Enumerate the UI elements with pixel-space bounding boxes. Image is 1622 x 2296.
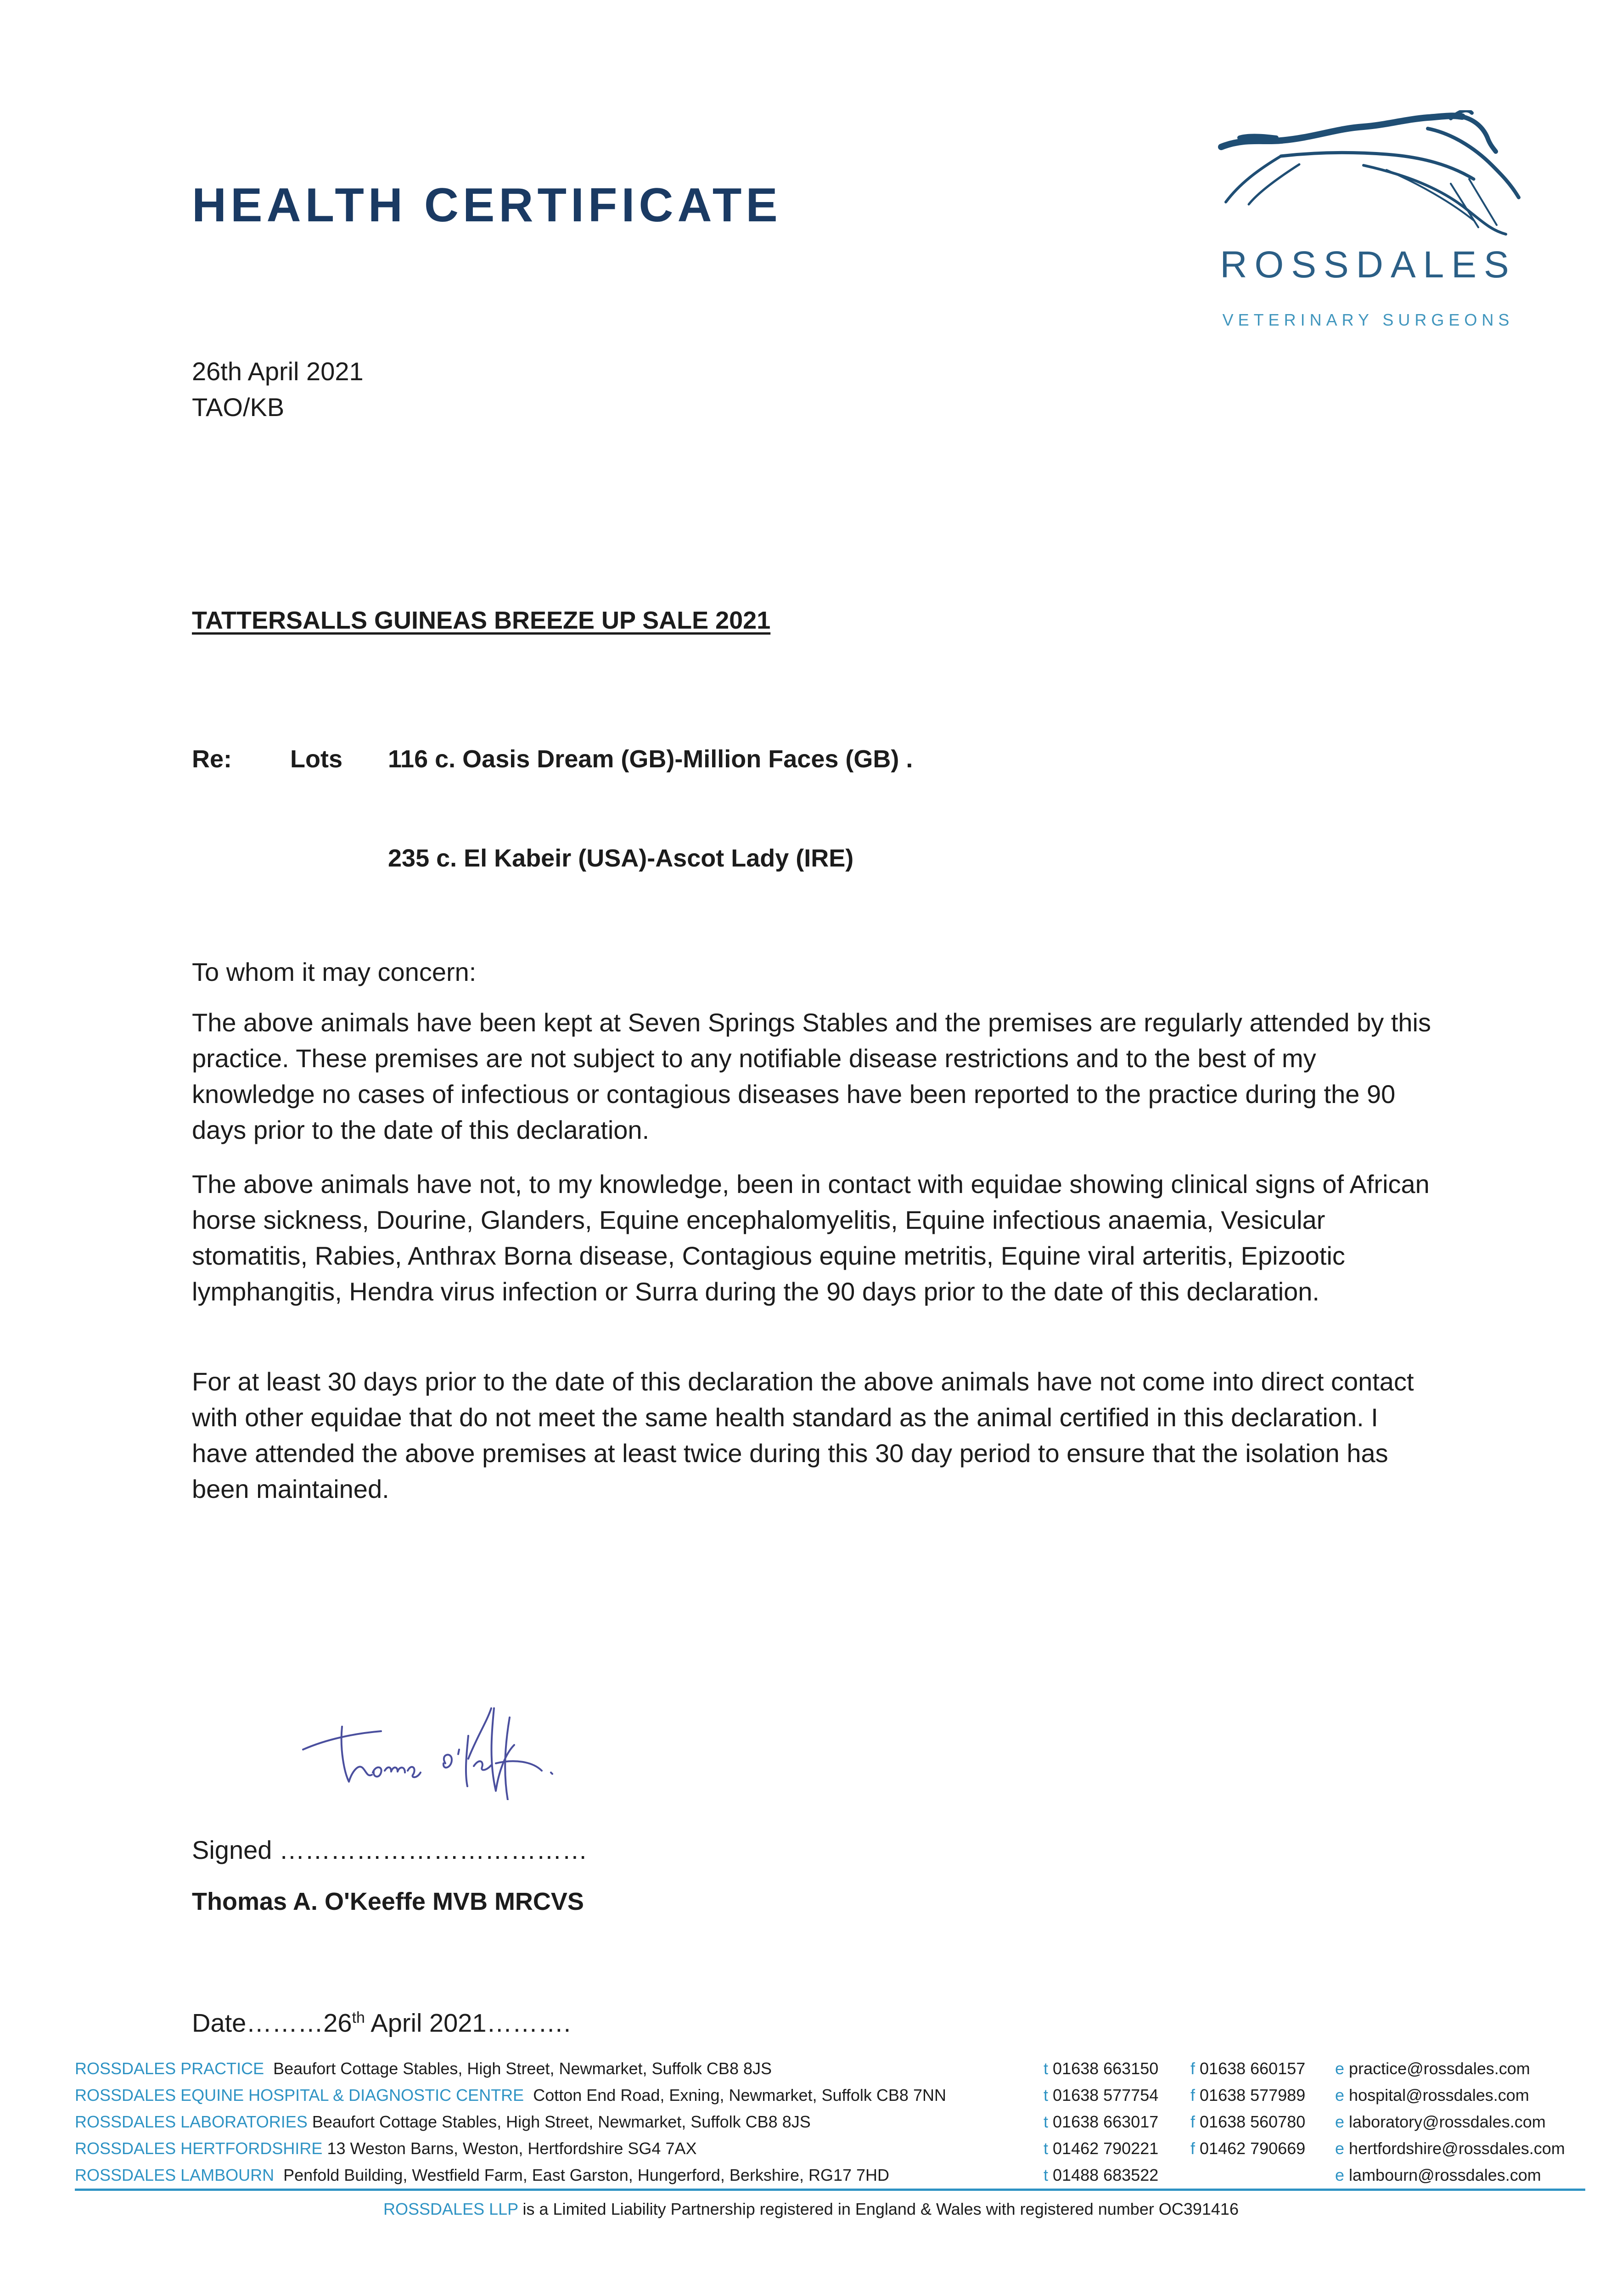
office-address: Beaufort Cottage Stables, High Street, Newmarket, Suffolk CB8 8JS bbox=[312, 2112, 811, 2131]
handwritten-signature bbox=[294, 1681, 588, 1800]
footer-row bbox=[75, 2082, 1585, 2109]
footer-fax: f 01638 560780 bbox=[1190, 2112, 1306, 2131]
llp-text: is a Limited Liability Partnership registered in England & Wales with registered number OC391416 bbox=[518, 2200, 1239, 2218]
salutation: To whom it may concern: bbox=[192, 957, 477, 986]
lot-item: 235 c. El Kabeir (USA)-Ascot Lady (IRE) bbox=[388, 844, 854, 872]
logo-subtitle: VETERINARY SURGEONS bbox=[1222, 310, 1514, 329]
office-name: ROSSDALES HERTFORDSHIRE bbox=[75, 2139, 323, 2158]
paragraph: For at least 30 days prior to the date of this declaration the above animals have not come into direct contact with other equidae that do not meet the same health standard as the animal certified in this declaration. I have attended the above premises at least twice during this 30 day period to ensure that the isolation has been maintained. bbox=[192, 1367, 1414, 1503]
sale-heading: TATTERSALLS GUINEAS BREEZE UP SALE 2021 bbox=[192, 607, 771, 634]
office-address: Cotton End Road, Exning, Newmarket, Suffolk CB8 7NN bbox=[533, 2086, 946, 2105]
letter-date: 26th April 2021 bbox=[192, 357, 364, 386]
footer-email[interactable]: e hertfordshire@rossdales.com bbox=[1335, 2139, 1565, 2158]
footer-tel: t 01638 663150 bbox=[1044, 2059, 1159, 2078]
office-name: ROSSDALES LABORATORIES bbox=[75, 2112, 308, 2131]
footer-email[interactable]: e hospital@rossdales.com bbox=[1335, 2086, 1529, 2105]
office-address: Beaufort Cottage Stables, High Street, Newmarket, Suffolk CB8 8JS bbox=[273, 2059, 772, 2078]
footer-email[interactable]: e laboratory@rossdales.com bbox=[1335, 2112, 1546, 2131]
footer-row bbox=[75, 2055, 1585, 2082]
footer-address bbox=[75, 2109, 1044, 2135]
logo-wordmark: ROSSDALES bbox=[1220, 244, 1516, 286]
signed-line: Signed ……………………………… bbox=[192, 1835, 588, 1864]
lots-label: Lots bbox=[290, 745, 342, 773]
lot-item: 116 c. Oasis Dream (GB)-Million Faces (GB) . bbox=[388, 745, 913, 773]
paragraph: The above animals have been kept at Seven Springs Stables and the premises are regularly attended by this practice. These premises are not subject to any notifiable disease restrictions and to the best of my knowledge no cases of infectious or contagious diseases have been reported to the practice during the 90 days prior to the date of this declaration. bbox=[192, 1008, 1431, 1144]
office-name: ROSSDALES PRACTICE bbox=[75, 2059, 264, 2078]
paragraph: The above animals have not, to my knowledge, been in contact with equidae showing clinical signs of African horse sickness, Dourine, Glanders, Equine encephalomyelitis, Equine infectious anaemia, Vesicular stomatitis, Rabies, Anthrax Borna disease, Contagious equine metritis, Equine viral arteritis, Epizootic lymphangitis, Hendra virus infection or Surra during the 90 days prior to the date of this declaration. bbox=[192, 1170, 1430, 1306]
footer-address bbox=[75, 2162, 1044, 2189]
office-address: Penfold Building, Westfield Farm, East Garston, Hungerford, Berkshire, RG17 7HD bbox=[283, 2166, 890, 2184]
footer-fax: f 01638 577989 bbox=[1190, 2086, 1306, 2105]
footer-address bbox=[75, 2055, 1044, 2082]
footer-email[interactable]: e practice@rossdales.com bbox=[1335, 2059, 1530, 2078]
footer-tel: t 01488 683522 bbox=[1044, 2166, 1159, 2184]
footer-address bbox=[75, 2082, 1044, 2109]
office-name: ROSSDALES EQUINE HOSPITAL & DIAGNOSTIC CENTRE bbox=[75, 2086, 524, 2105]
horse-logo-icon bbox=[1212, 110, 1524, 335]
footer-tel: t 01638 663017 bbox=[1044, 2112, 1159, 2131]
signer-name: Thomas A. O'Keeffe MVB MRCVS bbox=[192, 1888, 584, 1915]
date-line-suffix: April 2021………. bbox=[365, 2008, 571, 2037]
re-label: Re: bbox=[192, 745, 232, 773]
llp-name: ROSSDALES LLP bbox=[383, 2200, 518, 2218]
footer-divider bbox=[75, 2189, 1585, 2191]
footer-row bbox=[75, 2135, 1585, 2162]
letter-reference: TAO/KB bbox=[192, 393, 285, 422]
document-title: HEALTH CERTIFICATE bbox=[192, 179, 782, 232]
footer-fax: f 01462 790669 bbox=[1190, 2139, 1306, 2158]
date-line-prefix: Date………26 bbox=[192, 2008, 352, 2037]
footer-email[interactable]: e lambourn@rossdales.com bbox=[1335, 2166, 1541, 2184]
office-name: ROSSDALES LAMBOURN bbox=[75, 2166, 275, 2184]
footer-row bbox=[75, 2162, 1585, 2189]
footer-fax: f 01638 660157 bbox=[1190, 2059, 1306, 2078]
footer-row bbox=[75, 2109, 1585, 2135]
date-line bbox=[192, 2000, 571, 2041]
office-address: 13 Weston Barns, Weston, Hertfordshire SG4 7AX bbox=[327, 2139, 697, 2158]
footer-contacts bbox=[75, 2055, 1585, 2189]
footer-address bbox=[75, 2135, 1044, 2162]
footer-fax bbox=[1190, 2162, 1335, 2189]
footer-tel: t 01638 577754 bbox=[1044, 2086, 1159, 2105]
date-line-ordinal: th bbox=[352, 2009, 365, 2026]
llp-registration bbox=[0, 2200, 1622, 2219]
footer-tel: t 01462 790221 bbox=[1044, 2139, 1159, 2158]
